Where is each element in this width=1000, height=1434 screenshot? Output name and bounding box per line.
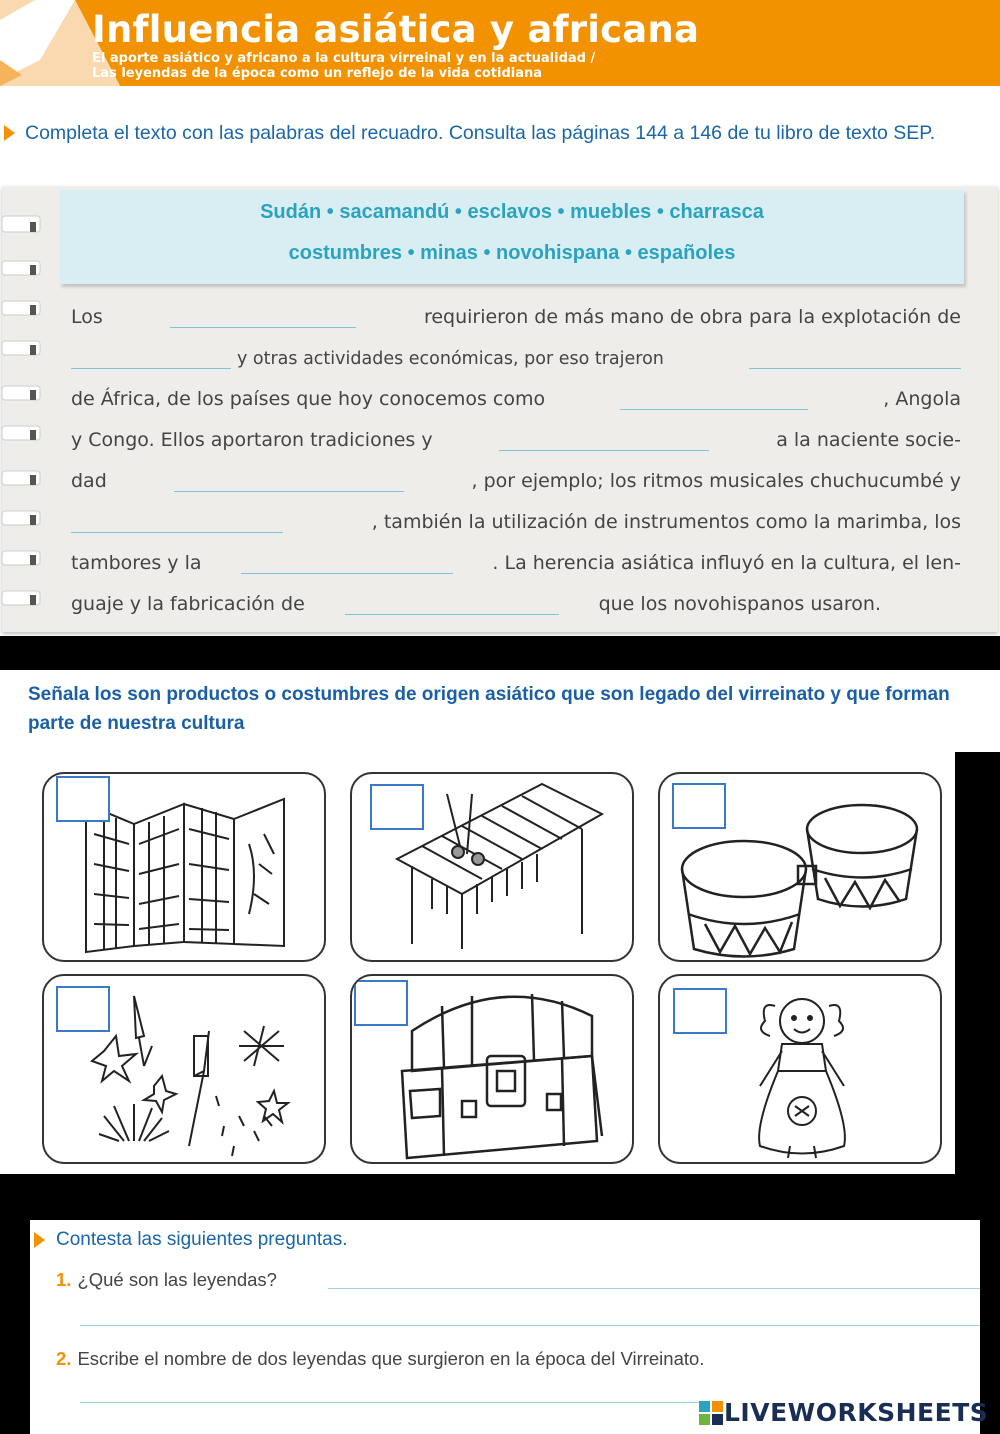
fill-in-exercise-section: [0, 0, 1000, 636]
question-2: [56, 1348, 704, 1370]
text-fragment: requirieron de más mano de obra para la explotación de: [423, 306, 961, 328]
answer-blank-2[interactable]: [71, 351, 231, 369]
answer-line-1a[interactable]: [328, 1288, 980, 1289]
question-text: ¿Qué son las leyendas?: [77, 1269, 277, 1290]
instruction-arrow-icon: [34, 1232, 45, 1248]
answer-blank-9[interactable]: [345, 597, 559, 615]
exercise3-instruction: Contesta las siguientes preguntas.: [56, 1229, 348, 1250]
word-bank-line2: costumbres • minas • novohispana • españoles: [288, 242, 736, 264]
exercise1-instruction: Completa el texto con las palabras del recuadro. Consulta las páginas 144 a 146 de tu libro de texto SEP.: [25, 122, 936, 144]
text-fragment: dad: [71, 470, 107, 492]
option-checkbox-5[interactable]: [354, 980, 408, 1026]
instruction-arrow-icon: [4, 125, 15, 141]
text-line-7: [71, 544, 961, 574]
text-fragment: y otras actividades económicas, por eso trajeron: [237, 349, 664, 369]
option-card-treasure-chest: [350, 974, 634, 1164]
option-checkbox-3[interactable]: [672, 783, 726, 829]
exercise2-header: [0, 670, 1000, 752]
page-title: Influencia asiática y africana: [92, 8, 700, 51]
text-line-3: [71, 380, 961, 410]
text-fragment: , por ejemplo; los ritmos musicales chuchucumbé y: [471, 470, 961, 492]
option-card-rag-doll: [658, 974, 942, 1164]
brand-text: LIVEWORKSHEETS: [724, 1398, 989, 1427]
option-card-fireworks: [42, 974, 326, 1164]
text-fragment: que los novohispanos usaron.: [598, 593, 881, 615]
text-fragment: y Congo. Ellos aportaron tradiciones y: [71, 429, 433, 451]
image-selection-grid: [0, 752, 955, 1174]
answer-line-2[interactable]: [80, 1402, 700, 1403]
option-checkbox-1[interactable]: [56, 776, 110, 822]
question-number: 2.: [56, 1348, 72, 1369]
option-checkbox-4[interactable]: [56, 986, 110, 1032]
answer-blank-8[interactable]: [241, 556, 453, 574]
page-subtitle-line2: Las leyendas de la época como un reflejo de la vida cotidiana: [92, 66, 543, 81]
word-bank-line1: Sudán • sacamandú • esclavos • muebles • charrasca: [260, 201, 764, 223]
option-card-folding-screen: [42, 772, 326, 962]
page-subtitle-line1: El aporte asiático y africano a la cultura virreinal y en la actualidad /: [92, 51, 596, 66]
text-line-1: [71, 298, 961, 328]
text-fragment: de África, de los países que hoy conocemos como: [71, 388, 546, 410]
liveworksheets-brand: [698, 1398, 988, 1427]
text-fragment: . La herencia asiática influyó en la cultura, el len-: [492, 552, 961, 574]
text-line-2: [71, 339, 961, 369]
text-fragment: guaje y la fabricación de: [71, 593, 305, 615]
answer-blank-3[interactable]: [749, 351, 961, 369]
text-fragment: a la naciente socie-: [776, 429, 961, 451]
question-1: [56, 1269, 277, 1291]
answer-blank-1[interactable]: [170, 310, 356, 328]
text-line-6: [71, 503, 961, 533]
answer-blank-4[interactable]: [620, 392, 808, 410]
exercise2-instruction: Señala los son productos o costumbres de origen asiático que son legado del virreinato y que forman parte de nuestra cultura: [28, 684, 950, 734]
text-line-8: [71, 585, 881, 615]
question-text: Escribe el nombre de dos leyendas que surgieron en la época del Virreinato.: [77, 1348, 705, 1369]
option-card-marimba: [350, 772, 634, 962]
answer-line-1b[interactable]: [80, 1325, 980, 1326]
option-card-bongo-drums: [658, 772, 942, 962]
answer-blank-7[interactable]: [71, 515, 283, 533]
text-line-4: [71, 421, 961, 451]
text-fragment: , Angola: [883, 388, 961, 410]
text-line-5: [71, 462, 961, 492]
text-fragment: , también la utilización de instrumentos como la marimba, los: [371, 511, 961, 533]
notebook-rings-icon: [0, 186, 60, 632]
question-number: 1.: [56, 1269, 72, 1290]
liveworksheets-logo-icon: [698, 1400, 724, 1426]
answer-blank-6[interactable]: [174, 474, 404, 492]
option-checkbox-6[interactable]: [673, 988, 727, 1034]
word-bank-box: [60, 190, 964, 284]
text-fragment: Los: [71, 306, 103, 328]
text-fragment: tambores y la: [71, 552, 202, 574]
answer-blank-5[interactable]: [499, 433, 709, 451]
option-checkbox-2[interactable]: [370, 784, 424, 830]
